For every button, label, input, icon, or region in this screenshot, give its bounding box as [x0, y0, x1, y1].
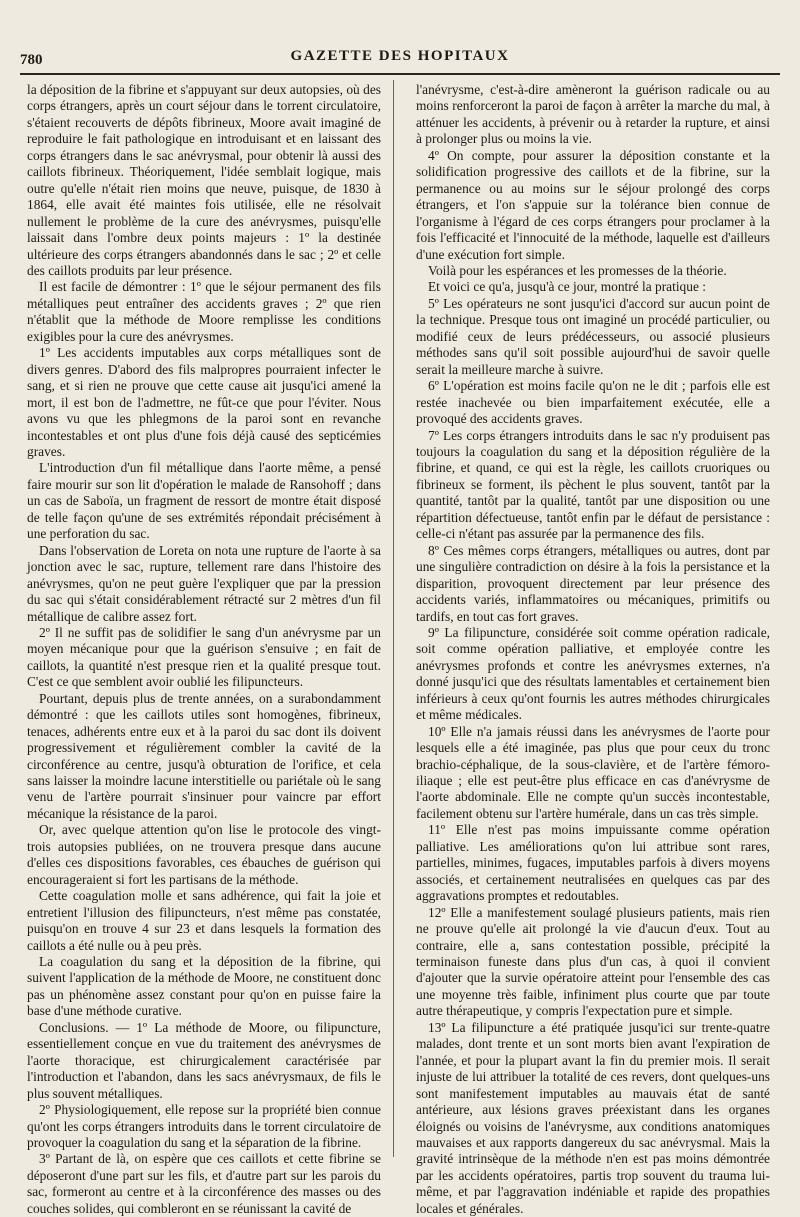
paragraph: la déposition de la fibrine et s'appuyant sur deux autopsies, où des corps étrangers, après un court séjour dans le torrent circulatoire, s'étaient recouverts de dépôts fibrineux, Moore avait imaginé de reproduire le fait pathologique en introduisant et en laissant des corps étrangers dans le sac anévrysmal, pour obtenir là aussi des caillots fibrineux. Théoriquement, l'idée semblait logique, mais outre qu'elle n'était rien moins que neuve, puisque, de 1830 à 1864, elle avait été maintes fois utilisée, elle ne résolvait nullement le problème de la cure des anévrysmes, puisqu'elle laissait dans l'ombre deux points majeurs : 1º la destinée ultérieure des corps étrangers abandonnés dans le sac ; 2º et celle des caillots produits par leur présence.: [27, 82, 381, 278]
paragraph: 7º Les corps étrangers introduits dans le sac n'y produisent pas toujours la coagulation du sang et la déposition régulière de la fibrine, et quand, ce qui est la règle, les caillots cruoriques ou fibrineux se forment, ils pèchent le plus souvent, tantôt par la quantité, tantôt par la qualité, tantôt par une disposition ou une répartition défectueuse, tantôt enfin par le défaut de persistance : celle-ci n'étant pas assurée par la permanence des fils.: [416, 427, 770, 542]
running-title: GAZETTE DES HOPITAUX: [290, 48, 510, 64]
header-rule: [20, 73, 780, 75]
paragraph: 6º L'opération est moins facile qu'on ne le dit ; parfois elle est restée inachevée ou bien imparfaitement exécutée, elle a provoqué des accidents graves.: [416, 378, 770, 427]
paragraph: 10º Elle n'a jamais réussi dans les anévrysmes de l'aorte pour lesquels elle a été imaginée, pas plus que pour ceux du tronc brachio-céphalique, de la sous-clavière, et de l'artère fémoro-iliaque ; elle est peut-être plus efficace en cas d'anévrysme de l'aorte abdominale. Elle ne compte qu'un succès incontestable, facilement obtenu sur l'artère humérale, dans un cas très simple.: [416, 723, 770, 821]
paragraph: 12º Elle a manifestement soulagé plusieurs patients, mais rien ne prouve qu'elle ait prolongé la vie d'aucun d'eux. Tout au contraire, elle a, sans contestation possible, précipité la terminaison funeste dans plus d'un cas, à quoi il convient d'ajouter que la survie opératoire atteint pour l'ensemble des cas une moyenne très faible, infiniment plus courte que par toute autre thérapeutique, y compris l'expectation pure et simple.: [416, 904, 770, 1019]
paragraph: 5º Les opérateurs ne sont jusqu'ici d'accord sur aucun point de la technique. Presque tous ont imaginé un procédé particulier, ou modifié ceux de leurs prédécesseurs, ou associé plusieurs méthodes sans qu'il soit possible aujourd'hui de savoir quelle serait la meilleure marche à suivre.: [416, 295, 770, 377]
paragraph: 3º Partant de là, on espère que ces caillots et cette fibrine se déposeront d'une part sur les fils, et d'autre part sur les parois du sac, formeront au centre et à la circonférence des masses ou des couches solides, qui combleront en se réunissant la cavité de: [27, 1151, 381, 1216]
paragraph: Et voici ce qu'a, jusqu'à ce jour, montré la pratique :: [428, 279, 706, 295]
paragraph: Voilà pour les espérances et les promesses de la théorie.: [428, 262, 727, 278]
paragraph: 11º Elle n'est pas moins impuissante comme opération palliative. Les améliorations qu'on lui attribue sont rares, partielles, minimes, fugaces, imputables parfois à divers moyens associés, et certainement neutralisées en quelques cas par des aggravations promptes et redoutables.: [416, 822, 770, 904]
paragraph: 1º Les accidents imputables aux corps métalliques sont de divers genres. D'abord des fils malpropres pourraient infecter le sang, et si rien ne prouve que cette cause ait jusqu'ici amené la mort, il est bon de l'admettre, ne fût-ce que pour l'éviter. Nous avons vu que les phlegmons de la paroi sont en revanche incontestables et ont plus d'une fois déjà causé des septicémies graves.: [27, 345, 381, 459]
paragraph: Dans l'observation de Loreta on nota une rupture de l'aorte à sa jonction avec le sac, rupture, tellement rare dans l'histoire des anévrysmes, qu'on ne peut guère l'expliquer que par la pression du sac qui s'était considérablement rétracté sur 2 mètres d'un fil métallique de calibre assez fort.: [27, 542, 381, 624]
paragraph: L'introduction d'un fil métallique dans l'aorte même, a pensé faire mourir sur son lit d'opération le malade de Ransohoff ; dans un cas de Saboïa, un fragment de ressort de montre était disposé de telle façon qu'une de ses extrémités répondait précisément à une perforation du sac.: [27, 460, 381, 542]
paragraph: Pourtant, depuis plus de trente années, on a surabondamment démontré : que les caillots utiles sont homogènes, fibrineux, tenaces, adhérents entre eux et à la paroi du sac dont ils doivent progressivement et régulièrement combler la cavité de la circonférence au centre, jusqu'à obturation de l'orifice, et cela sans laisser la moindre lacune interstitielle ou pariétale où le sang venu de l'artère pourrait s'insinuer pour vaincre par effort mécanique la résistance de la paroi.: [27, 690, 381, 821]
paragraph: Or, avec quelque attention qu'on lise le protocole des vingt-trois autopsies publiées, on ne trouvera presque dans aucune d'elles ces dispositions favorables, ces ébauches de guérison qui encourageraient si fort les partisans de la méthode.: [27, 822, 381, 887]
paragraph: Conclusions. — 1º La méthode de Moore, ou filipuncture, essentiellement conçue en vue du traitement des anévrysmes de l'aorte thoracique, est chirurgicalement caractérisée par l'introduction et l'abandon, dans les sacs anévrysmaux, de fils le plus souvent métalliques.: [27, 1019, 381, 1101]
paragraph: 9º La filipuncture, considérée soit comme opération radicale, soit comme opération palliative, et employée contre les anévrysmes profonds et contre les anévrysmes externes, n'a donné jusqu'ici que des résultats lamentables et certainement bien inférieurs à ceux qu'ont fournis les autres méthodes chirurgicales et même médicales.: [416, 624, 770, 723]
paragraph: 2º Il ne suffit pas de solidifier le sang d'un anévrysme par un moyen mécanique pour que la guérison s'ensuive ; en fait de caillots, la quantité n'est presque rien et la qualité presque tout. C'est ce que semblent avoir oublié les filipuncteurs.: [27, 624, 381, 690]
paragraph: 13º La filipuncture a été pratiquée jusqu'ici sur trente-quatre malades, dont trente et un sont morts bien avant l'expiration de l'année, et pour la plupart avant la fin du premier mois. Il serait injuste de lui attribuer la totalité de ces revers, dont quelques-uns sont manifestement imputables au mauvais état de santé antérieure, aux lésions graves préexistant dans les organes éloignés ou voisins de l'anévrysme, aux conditions anatomiques mauvaises et aux rapports dangereux du sac anévrysmal. Mais la gravité intrinsèque de la méthode n'en est pas moins démontrée par les accidents opératoires, partis trop souvent du trauma lui-même, et par l'aggravation indéniable et rapide des propathies locales et générales.: [416, 1019, 770, 1216]
page-header: [20, 46, 780, 70]
paragraph: 4º On compte, pour assurer la déposition constante et la solidification progressive des caillots et de la fibrine, sur la permanence ou au moins sur le séjour prolongé des corps étrangers, et l'on s'appuie sur la tolérance bien connue de l'organisme à l'égard de ces corps étrangers pour proclamer à la fois l'efficacité et l'innocuité de la méthode, laquelle est d'ailleurs d'une exécution fort simple.: [416, 147, 770, 262]
paragraph: Il est facile de démontrer : 1º que le séjour permanent des fils métalliques peut entraîner des accidents graves ; 2º que rien n'établit que la méthode de Moore remplisse les conditions exigibles pour la cure des anévrysmes.: [27, 279, 381, 344]
paragraph: Cette coagulation molle et sans adhérence, qui fait la joie et entretient l'illusion des filipuncteurs, n'est même pas constatée, puisqu'on en trouve 4 sur 23 et dans lesquels la formation des caillots a été nulle ou à peu près.: [27, 888, 381, 953]
column-divider: [393, 80, 394, 1157]
left-column: [27, 82, 381, 1216]
paragraph: 2º Physiologiquement, elle repose sur la propriété bien connue qu'ont les corps étrangers introduits dans le torrent circulatoire de provoquer la coagulation du sang et la séparation de la fibrine.: [27, 1102, 381, 1150]
right-column: [416, 82, 770, 1216]
paragraph: 8º Ces mêmes corps étrangers, métalliques ou autres, dont par une singulière contradiction on désire à la fois la persistance et la disparition, provoquent directement par leur présence des accidents variés, inflammatoires ou mécaniques, primitifs ou tardifs, en tout cas fort graves.: [416, 542, 770, 624]
paragraph: l'anévrysme, c'est-à-dire amèneront la guérison radicale ou au moins renforceront la paroi de façon à arrêter la marche du mal, à atténuer les accidents, à prévenir ou à retarder la rupture, et ainsi à prolonger plus ou moins la vie.: [416, 82, 770, 147]
page-number: 780: [20, 52, 43, 68]
paragraph: La coagulation du sang et la déposition de la fibrine, qui suivent l'application de la méthode de Moore, ne constituent donc pas un phénomène assez constant pour qu'on en puisse faire la base d'une méthode curative.: [27, 954, 381, 1019]
